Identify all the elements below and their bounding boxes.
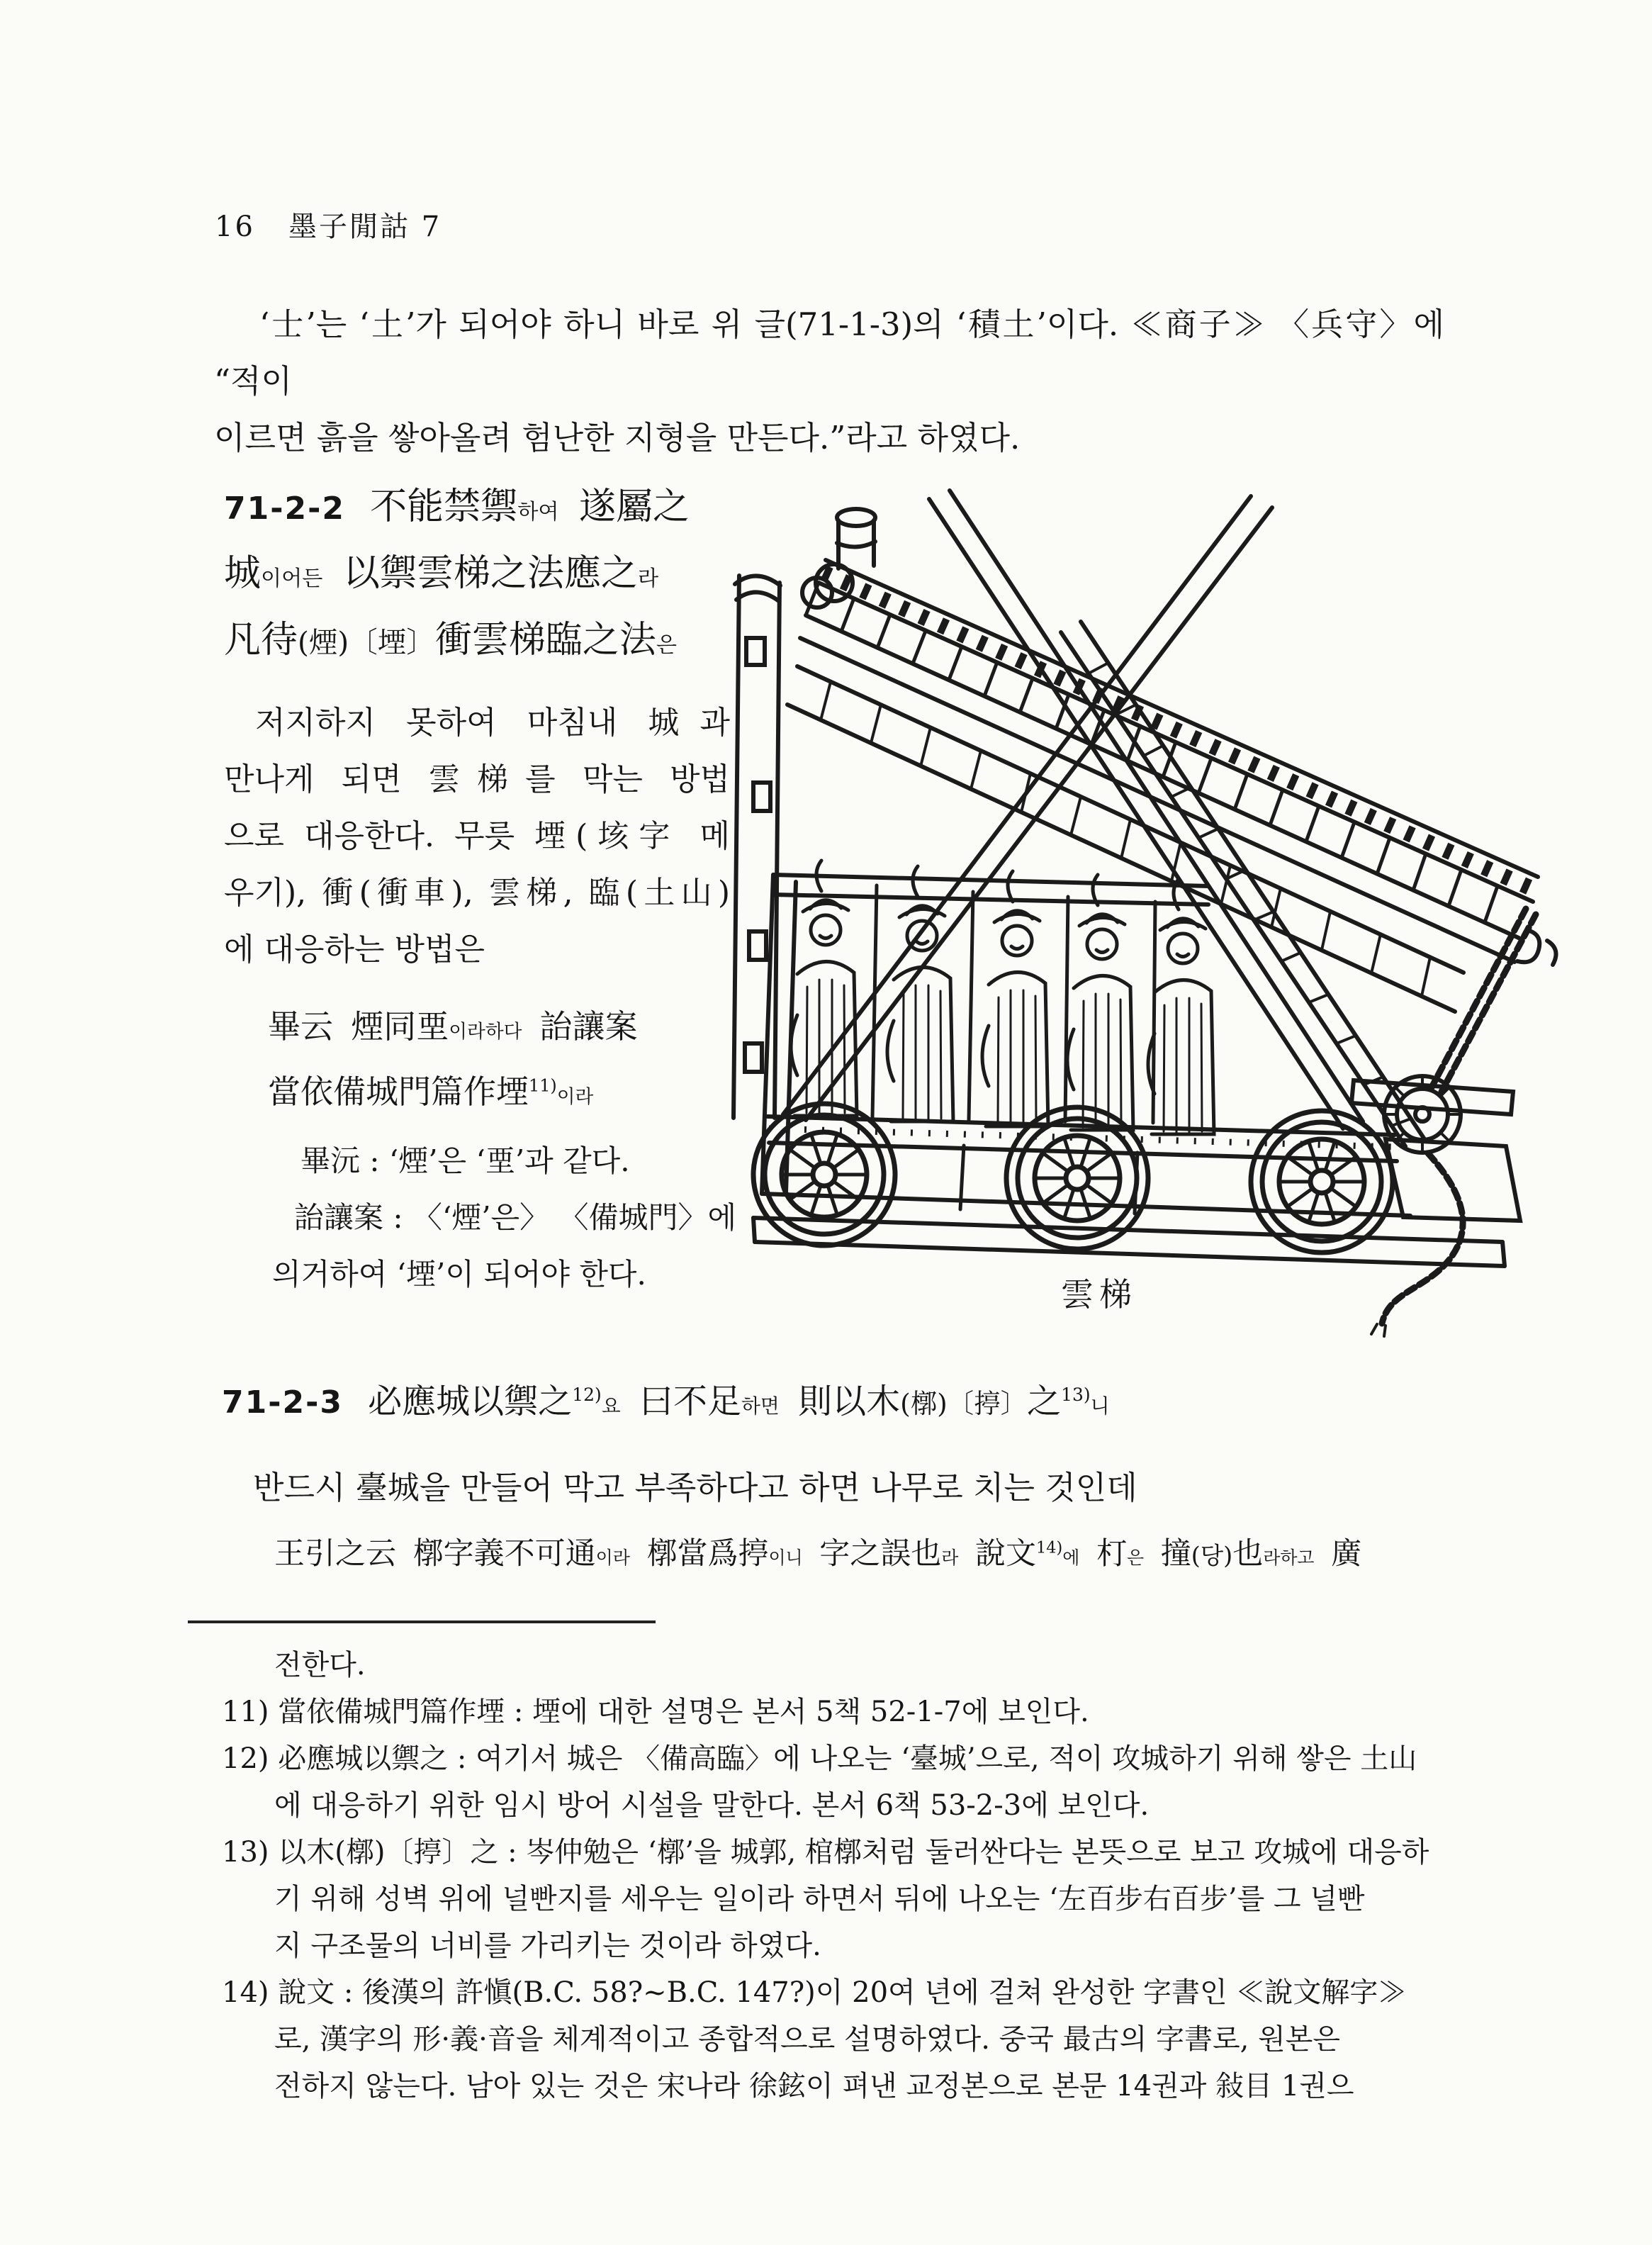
footnote-line: 전하지 않는다. 남아 있는 것은 宋나라 徐鉉이 펴낸 교정본으로 본문 14권과 敍目 1권으	[274, 2070, 1354, 2103]
footnote-separator	[188, 1620, 656, 1623]
hanja-text: 王引之云	[274, 1536, 396, 1572]
gugyeol: 라	[941, 1547, 959, 1568]
gugyeol: 하면	[741, 1394, 780, 1418]
footnote-line: 지 구조물의 너비를 가리키는 것이라 하였다.	[274, 1930, 821, 1962]
hanja-line	[224, 476, 737, 543]
hanja-text: 凡待	[224, 619, 298, 661]
section-number: 71-2-3	[222, 1384, 343, 1421]
hanja-text: 當依備城門篇作堙	[268, 1073, 529, 1111]
section-71-2-3-heading	[222, 1374, 1109, 1423]
hanja-text: 則以木	[798, 1382, 901, 1421]
footnote-ref: 11)	[529, 1075, 557, 1096]
hanja-text: 詒讓案	[539, 1007, 638, 1046]
gugyeol: 은	[656, 633, 677, 658]
hanja-text: 以禦雲梯之法應之	[343, 552, 639, 595]
hanja-text: 不能禁禦	[370, 486, 518, 528]
section-71-2-3-commentary	[274, 1530, 1361, 1573]
hanja-text: 槨字義不可通	[412, 1536, 596, 1572]
footnote-line: 전한다.	[274, 1649, 366, 1681]
gugyeol: 은	[1126, 1547, 1145, 1568]
section-number: 71-2-2	[224, 491, 345, 527]
hanja-text: 也	[1232, 1536, 1264, 1572]
footnote-ref: 12)	[572, 1384, 602, 1405]
figure-caption: 雲梯	[1061, 1275, 1137, 1314]
hanja-text: 曰不足	[639, 1382, 741, 1421]
translation-line: 으로 대응한다. 무릇 堙(垓字 메	[224, 818, 730, 854]
figure-cloud-ladder	[712, 476, 1619, 1338]
gugyeol: 하여	[517, 500, 559, 525]
translation-line: 만나게 되면 雲梯를 막는 방법	[224, 761, 730, 797]
gugyeol: 이라하다	[449, 1021, 522, 1043]
gugyeol: 요	[601, 1394, 621, 1418]
gugyeol: 라	[638, 566, 659, 591]
gugyeol: 니	[1090, 1394, 1110, 1418]
gugyeol: 에	[1062, 1547, 1080, 1568]
translation-line: 畢沅 : ‘煙’은 ‘垔’과 같다.	[300, 1143, 630, 1178]
section-71-2-3-translation: 반드시 臺城을 만들어 막고 부족하다고 하면 나무로 치는 것인데	[253, 1469, 1137, 1506]
footnote-line: 14) 說文 : 後漢의 許愼(B.C. 58?~B.C. 147?)이 20여 년에 걸쳐 완성한 字書인 ≪說文解字≫	[222, 1976, 1407, 2009]
hanja-text: 畢云	[268, 1007, 333, 1046]
footnote-ref: 13)	[1061, 1384, 1091, 1405]
gugyeol: 이라	[595, 1547, 630, 1568]
page-header: 16 墨子閒詁 7	[215, 211, 442, 243]
mast	[734, 576, 780, 1118]
translation-line: 우기), 衝(衝車), 雲梯, 臨(土山)	[224, 875, 730, 911]
translation-line: 詒讓案 : 〈‘煙’은〉 〈備城門〉에	[294, 1200, 737, 1235]
intro-paragraph	[214, 296, 1444, 466]
footnote-line: 에 대응하기 위한 임시 방어 시설을 말한다. 본서 6책 53-2-3에 보인다.	[274, 1789, 1150, 1822]
section-71-2-2-translation	[224, 695, 730, 978]
hanja-text: 遂屬之	[579, 486, 690, 528]
section-71-2-2-commentary-translation	[224, 1133, 736, 1303]
translation-line: 의거하여 ‘堙’이 되어야 한다.	[272, 1257, 646, 1292]
hanja-text: 說文	[975, 1536, 1037, 1572]
section-71-2-2-commentary	[268, 1001, 638, 1131]
footnote-line: 13) 以木(槨)〔揨〕之 : 岑仲勉은 ‘槨’을 城郭, 棺槨처럼 둘러싼다는 본뜻으로 보고 攻城에 대응하	[222, 1836, 1429, 1869]
footnote-ref: 14)	[1036, 1538, 1063, 1557]
gugyeol: 이어든	[261, 566, 323, 591]
intro-line: 이르면 흙을 쌓아올려 험난한 지형을 만든다.”라고 하였다.	[214, 419, 1021, 457]
hanja-line	[268, 1001, 638, 1066]
hanja-text: 槨當爲揨	[646, 1536, 769, 1572]
hanja-text: 朾	[1096, 1536, 1127, 1572]
hanja-text: 廣	[1331, 1536, 1362, 1572]
hanja-line	[224, 610, 737, 676]
gugyeol: 라하고	[1263, 1547, 1315, 1568]
textual-correction: (煙)〔堙〕	[298, 625, 435, 659]
hanja-text: 城	[224, 552, 262, 595]
translation-line: 저지하지 못하여 마침내 城과	[255, 705, 730, 741]
translation-line: 에 대응하는 방법은	[224, 931, 485, 968]
hanja-text: 字之誤也	[819, 1536, 942, 1572]
hanja-text: 撞	[1160, 1536, 1191, 1572]
hanja-text: 之	[1027, 1382, 1062, 1421]
intro-line: ‘士’는 ‘土’가 되어야 하니 바로 위 글(71-1-3)의 ‘積土’이다. ≪商子≫ 〈兵守〉에 “적이	[214, 306, 1444, 400]
cart-body	[762, 875, 1520, 1221]
textual-correction: (槨)〔揨〕	[900, 1388, 1028, 1419]
cloud-ladder-illustration	[712, 476, 1619, 1338]
hanja-text: 煙同垔	[351, 1007, 449, 1046]
footnote-line: 로, 漢字의 形·義·音을 체계적이고 종합적으로 설명하였다. 중국 最古의 字書로, 원본은	[274, 2023, 1341, 2056]
hanja-line	[224, 543, 737, 610]
footnote-line: 기 위해 성벽 위에 널빤지를 세우는 일이라 하면서 뒤에 나오는 ‘左百步右百步’를 그 널빤	[274, 1883, 1365, 1915]
footnote-line: 11) 當依備城門篇作堙 : 堙에 대한 설명은 본서 5책 52-1-7에 보인다.	[222, 1696, 1089, 1728]
footnote-line: 12) 必應城以禦之 : 여기서 城은 〈備高臨〉에 나오는 ‘臺城’으로, 적이 攻城하기 위해 쌓은 土山	[222, 1742, 1417, 1775]
gugyeol: 이라	[556, 1086, 594, 1108]
gugyeol: 이니	[768, 1547, 803, 1568]
footnotes	[222, 1642, 1475, 2110]
textual-correction: (당)	[1191, 1542, 1233, 1569]
hanja-text: 衝雲梯臨之法	[434, 619, 656, 661]
hanja-text: 必應城以禦之	[368, 1382, 573, 1421]
section-71-2-2-heading	[224, 476, 737, 676]
hanja-line	[268, 1066, 638, 1131]
